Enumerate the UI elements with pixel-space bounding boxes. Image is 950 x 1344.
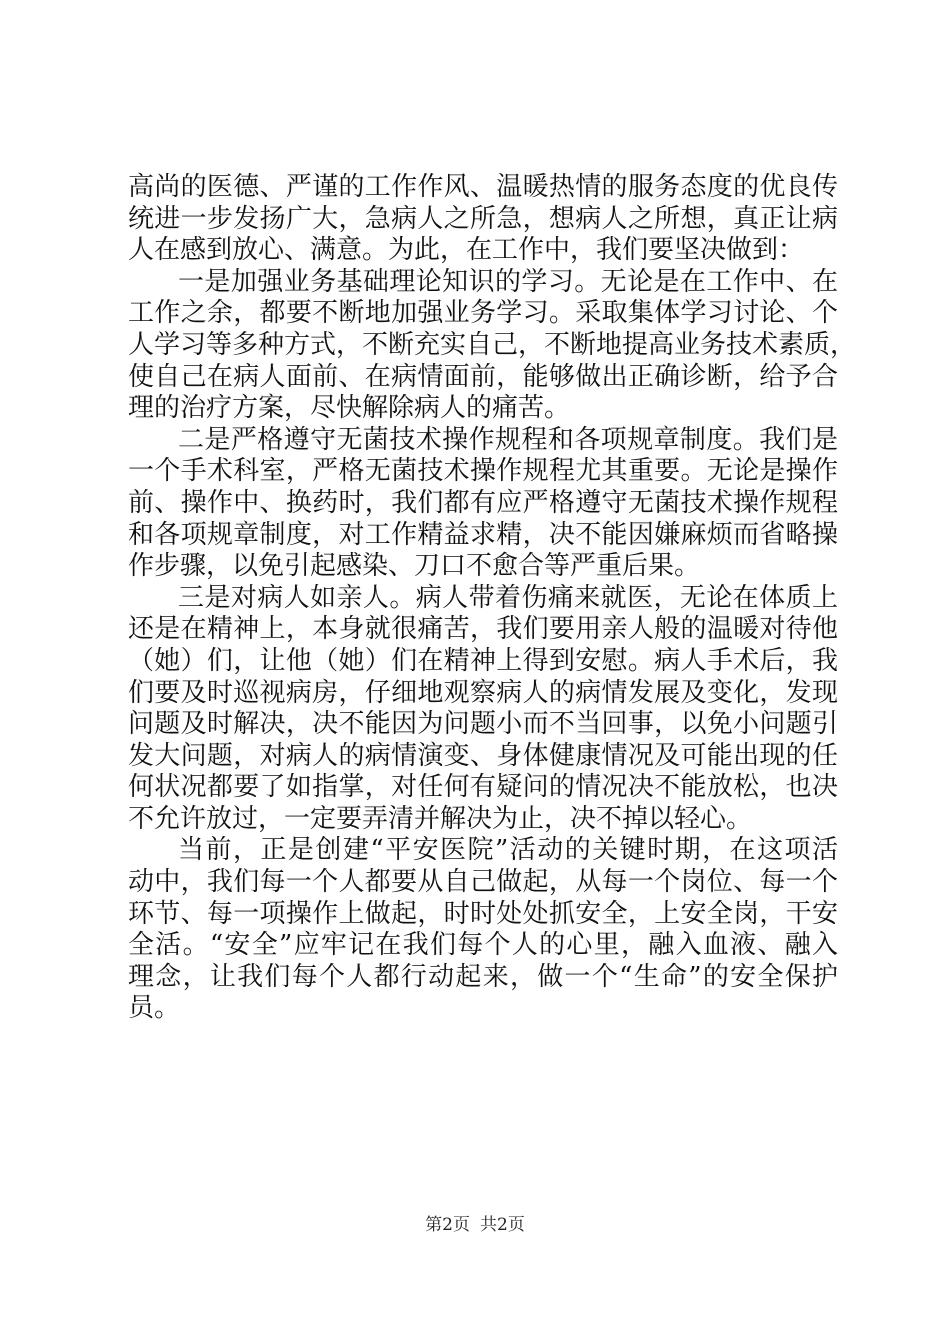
document-body: [128, 172, 857, 1025]
paragraph-1: [128, 172, 838, 267]
text-line: 还是在精神上，本身就很痛苦，我们要用亲人般的温暖对待他: [128, 614, 838, 645]
text-line: （她）们，让他（她）们在精神上得到安慰。病人手术后，我: [128, 645, 838, 676]
text-line: 统进一步发扬广大，急病人之所急，想病人之所想，真正让病: [128, 203, 838, 234]
text-line: 前、操作中、换药时，我们都有应严格遵守无菌技术操作规程: [128, 487, 838, 518]
text-line: 三是对病人如亲人。病人带着伤痛来就医，无论在体质上: [178, 582, 838, 613]
page-footer: [0, 1214, 950, 1236]
text-line: 何状况都要了如指掌，对任何有疑问的情况决不能放松，也决: [128, 772, 838, 803]
paragraph-3: [128, 425, 838, 583]
paragraph-5: [128, 835, 838, 1025]
text-line: 二是严格遵守无菌技术操作规程和各项规章制度。我们是: [178, 424, 838, 455]
text-line: 作步骤，以免引起感染、刀口不愈合等严重后果。: [128, 551, 701, 582]
text-line: 环节、每一项操作上做起，时时处处抓安全，上安全岗，干安: [128, 898, 838, 929]
paragraph-2: [128, 266, 857, 425]
text-line: 动中，我们每一个人都要从自己做起，从每一个岗位、每一个: [128, 867, 838, 898]
text-line: 理念，让我们每个人都行动起来，做一个“生命”的安全保护: [128, 961, 838, 992]
text-line: 一个手术科室，严格无菌技术操作规程尤其重要。无论是操作: [128, 456, 838, 487]
text-line: 员。: [128, 993, 181, 1024]
text-line: 人学习等多种方式，不断充实自己，不断地提高业务技术素质，: [128, 329, 857, 360]
text-line: 当前，正是创建“平安医院”活动的关键时期，在这项活: [178, 835, 838, 866]
text-line: 使自己在病人面前、在病情面前，能够做出正确诊断，给予合: [128, 361, 838, 392]
text-line: 一是加强业务基础理论知识的学习。无论是在工作中、在: [178, 266, 838, 297]
page-number-total: 共2页: [480, 1215, 525, 1235]
paragraph-4: [128, 583, 838, 836]
text-line: 和各项规章制度，对工作精益求精，决不能因嫌麻烦而省略操: [128, 519, 838, 550]
text-line: 全活。“安全”应牢记在我们每个人的心里，融入血液、融入: [128, 930, 838, 961]
text-line: 工作之余，都要不断地加强业务学习。采取集体学习讨论、个: [128, 298, 838, 329]
text-line: 人在感到放心、满意。为此，在工作中，我们要坚决做到：: [128, 235, 805, 266]
text-line: 们要及时巡视病房，仔细地观察病人的病情发展及变化，发现: [128, 677, 838, 708]
text-line: 发大问题，对病人的病情演变、身体健康情况及可能出现的任: [128, 740, 838, 771]
text-line: 不允许放过，一定要弄清并解决为止，决不掉以轻心。: [128, 803, 753, 834]
text-line: 理的治疗方案，尽快解除病人的痛苦。: [128, 393, 571, 424]
text-line: 高尚的医德、严谨的工作作风、温暖热情的服务态度的优良传: [128, 172, 838, 202]
text-line: 问题及时解决，决不能因为问题小而不当回事，以免小问题引: [128, 709, 838, 740]
page-number-current: 第2页: [425, 1215, 470, 1235]
